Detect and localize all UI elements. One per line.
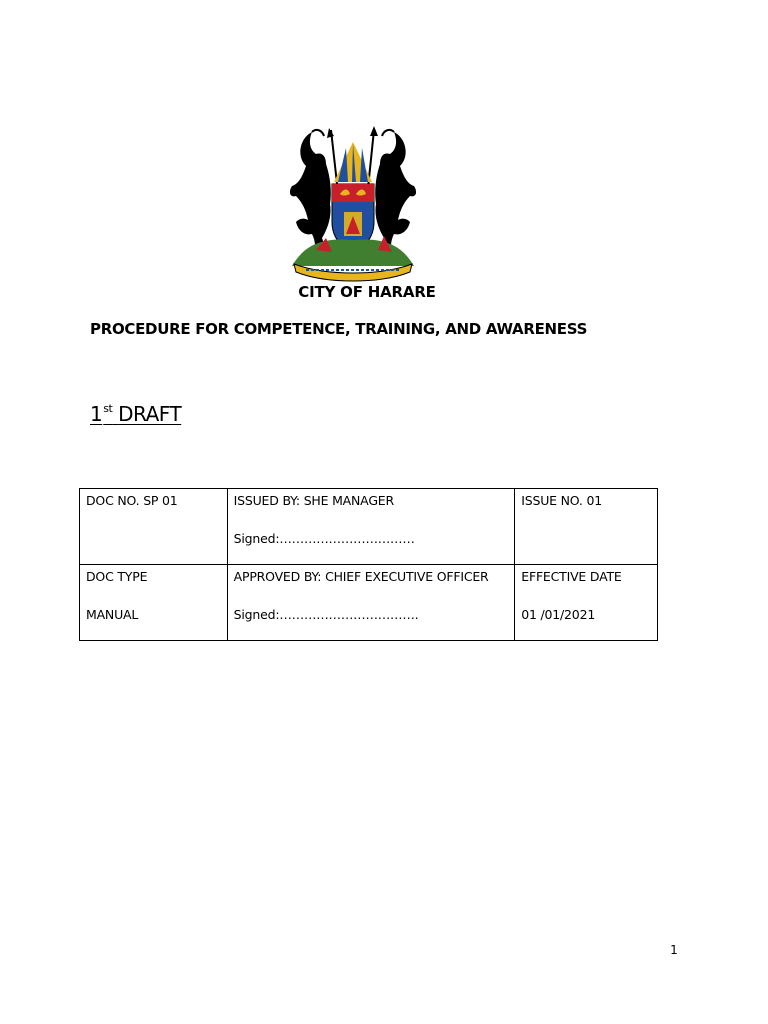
signature-line: Signed:……………………………. [233,607,419,622]
cell-text: APPROVED BY: CHIEF EXECUTIVE OFFICER [233,569,489,584]
table-row [80,565,658,641]
issued-by-cell [227,489,515,565]
cell-text: DOC NO. SP 01 [86,493,178,508]
issue-number-cell [515,489,658,565]
effective-date-cell [515,565,658,641]
page-number: 1 [670,943,678,957]
doc-number-cell [80,489,228,565]
doc-type-cell [80,565,228,641]
signature-line: Signed:…………………………… [233,531,415,546]
cell-text: MANUAL [86,607,139,622]
cell-text: ISSUED BY: SHE MANAGER [233,493,394,508]
draft-word: DRAFT [118,402,182,426]
city-name: CITY OF HARARE [298,283,436,301]
draft-label [90,402,181,426]
document-control-table [79,488,658,641]
cell-text: ISSUE NO. 01 [521,493,602,508]
table-row [80,489,658,565]
approved-by-cell [227,565,515,641]
draft-number: 1 [90,402,103,426]
cell-text: 01 /01/2021 [521,607,596,622]
document-title: PROCEDURE FOR COMPETENCE, TRAINING, AND AWARENESS [90,320,588,338]
cell-text: EFFECTIVE DATE [521,569,622,584]
draft-suffix: st [103,402,113,415]
coat-of-arms-icon [286,126,420,284]
cell-text: DOC TYPE [86,569,148,584]
